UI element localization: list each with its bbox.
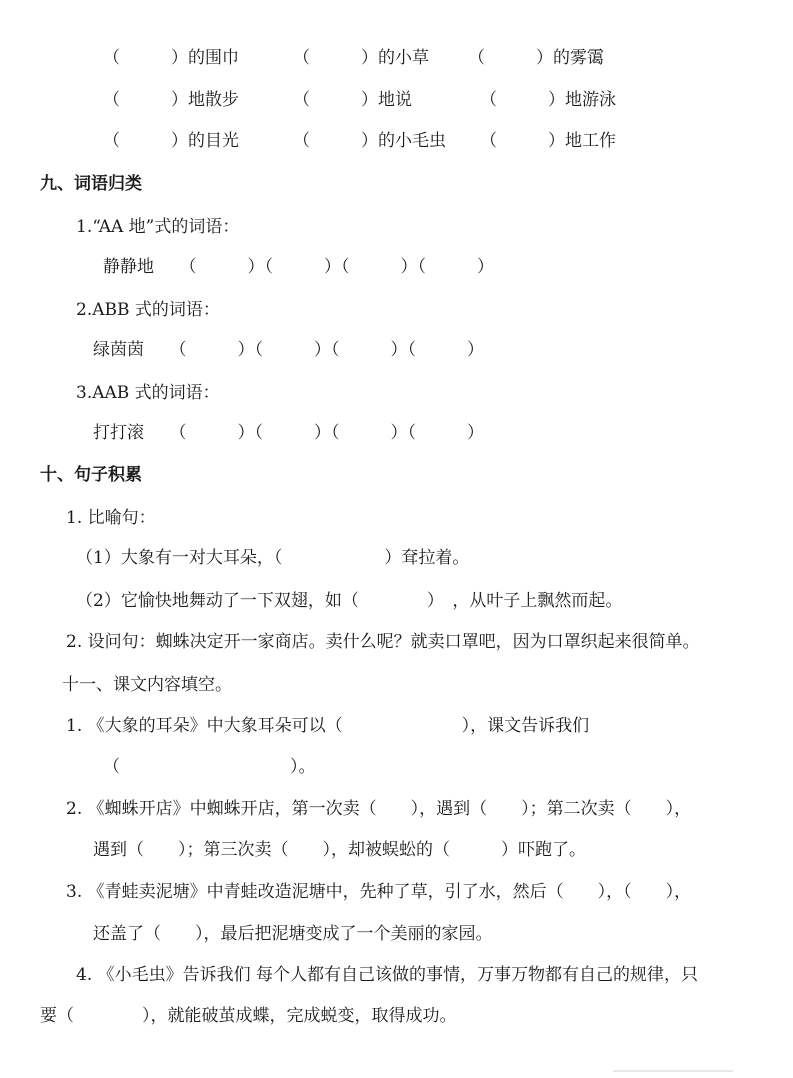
section-9-q1-label: 1.“AA 地”式的词语： xyxy=(76,217,240,237)
fill-row-3-item-3: （ ）地工作 xyxy=(480,131,616,151)
section-11-q1-line-1: 1. 《大象的耳朵》中大象耳朵可以（ ），课文告诉我们 xyxy=(66,716,590,736)
section-9-q2-answer: 绿茵茵 （ ）（ ）（ ）（ ） xyxy=(93,340,484,360)
section-11-title: 十一、课文内容填空。 xyxy=(62,675,232,695)
fill-row-1-item-3: （ ）的雾霭 xyxy=(468,48,604,68)
fill-row-2-item-2: （ ）地说 xyxy=(293,90,412,110)
section-9-q3-label: 3.AAB 式的词语： xyxy=(76,383,220,403)
section-10-title: 十、句子积累 xyxy=(40,465,142,485)
section-11-q3-line-1: 3. 《青蛙卖泥塘》中青蛙改造泥塘中，先种了草，引了水，然后（ ），（ ）， xyxy=(66,882,692,902)
section-11-q3-line-2: 还盖了（ ），最后把泥塘变成了一个美丽的家园。 xyxy=(93,924,493,944)
fill-row-3-item-1: （ ）的目光 xyxy=(103,131,239,151)
fill-row-3-item-2: （ ）的小毛虫 xyxy=(293,131,446,151)
fill-row-2-item-1: （ ）地散步 xyxy=(103,90,239,110)
section-10-q1-sentence-2: （2）它愉快地舞动了一下双翅，如（ ） ，从叶子上飘然而起。 xyxy=(76,591,623,611)
section-9-q3-answer: 打打滚 （ ）（ ）（ ）（ ） xyxy=(93,423,484,443)
section-10-q1-label: 1. 比喻句： xyxy=(66,508,156,528)
section-11-q4-line-1: 4. 《小毛虫》告诉我们 每个人都有自己该做的事情，万事万物都有自己的规律，只 xyxy=(76,965,699,985)
section-9-q1-answer: 静静地 （ ）（ ）（ ）（ ） xyxy=(103,257,494,277)
section-10-q2: 2. 设问句：蜘蛛决定开一家商店。卖什么呢？就卖口罩吧，因为口罩织起来很简单。 xyxy=(66,632,700,652)
page-edge-divider xyxy=(613,1070,733,1072)
section-9-title: 九、词语归类 xyxy=(40,174,142,194)
section-11-q2-line-2: 遇到（ ）；第三次卖（ ），却被蜈蚣的（ ）吓跑了。 xyxy=(93,840,586,860)
section-11-q1-line-2: （ ）。 xyxy=(103,757,316,777)
fill-row-1-item-1: （ ）的围巾 xyxy=(103,48,239,68)
section-11-q4-line-2: 要（ ），就能破茧成蝶，完成蜕变，取得成功。 xyxy=(40,1006,457,1026)
fill-row-2-item-3: （ ）地游泳 xyxy=(480,90,616,110)
section-9-q2-label: 2.ABB 式的词语： xyxy=(76,300,220,320)
fill-row-1-item-2: （ ）的小草 xyxy=(293,48,429,68)
section-11-q2-line-1: 2. 《蜘蛛开店》中蜘蛛开店，第一次卖（ ），遇到（ ）；第二次卖（ ）， xyxy=(66,799,692,819)
section-10-q1-sentence-1: （1）大象有一对大耳朵，（ ）耷拉着。 xyxy=(76,548,470,568)
